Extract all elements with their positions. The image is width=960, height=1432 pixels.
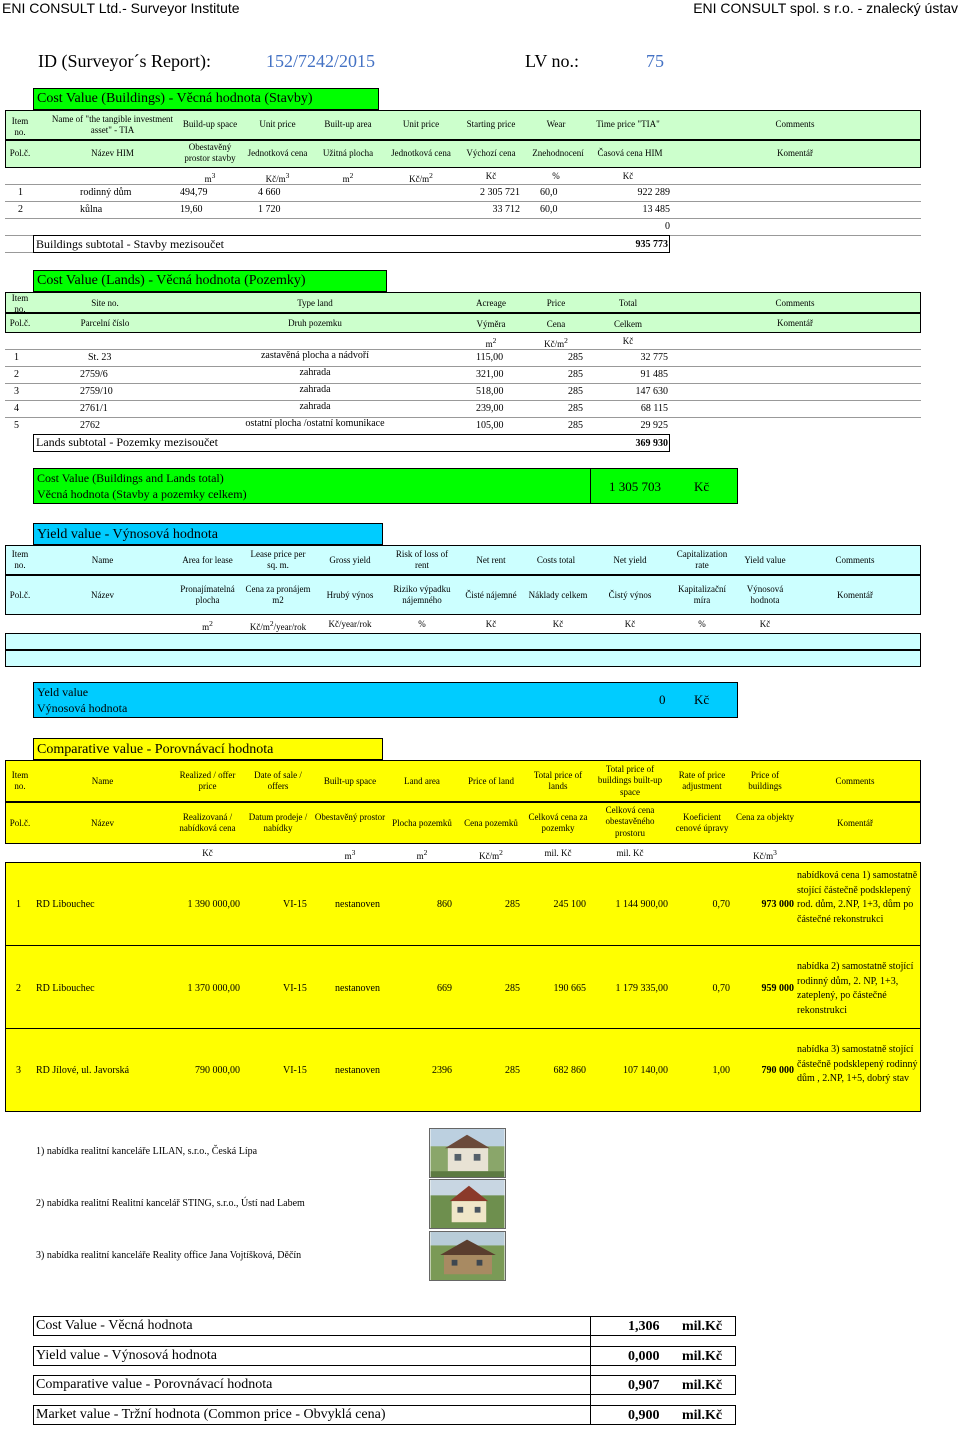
l-h-type: Type land — [297, 298, 333, 308]
c-row2-rate: 0,70 — [712, 983, 730, 994]
b-row1-time: 922 289 — [637, 187, 670, 198]
c-row1-land: 860 — [437, 899, 452, 910]
y-h-cap: Capitalization rate — [676, 549, 728, 571]
y-h-item: Item no. — [11, 549, 29, 571]
c-unit-kc-m2: $Kč/m^2$ — [479, 848, 503, 861]
l-row2-area: 321,00 — [476, 369, 504, 380]
summary-comp-value: 0,907 — [628, 1378, 660, 1393]
summary-market-label: Market value - Tržní hodnota (Common price - Obvyklá cena) — [36, 1407, 386, 1422]
l-row1-price: 285 — [568, 352, 583, 363]
lv-value: 75 — [646, 51, 664, 71]
c-row1-space: nestanoven — [335, 899, 380, 910]
b-h-item-cz: Pol.č. — [9, 148, 31, 158]
c-row1-tland: 245 100 — [553, 899, 586, 910]
c-row2-land: 669 — [437, 983, 452, 994]
l-row1-area: 115,00 — [476, 352, 504, 363]
l-h-item-cz: Pol.č. — [9, 318, 31, 328]
b-row1-start: 2 305 721 — [480, 187, 520, 198]
y-h-costs: Costs total — [536, 555, 576, 565]
y-unit-kc4: Kč — [759, 619, 771, 629]
c-h-tbuild-cz: Celková cena obestavěného prostoru — [605, 805, 655, 838]
l-row4-type: zahrada — [299, 401, 331, 412]
c-row1-price: 1 390 000,00 — [187, 899, 240, 910]
c-row2-price: 1 370 000,00 — [187, 983, 240, 994]
y-unit-kc-year: Kč/year/rok — [328, 619, 372, 629]
l-row2-site: 2759/6 — [80, 369, 108, 380]
l-row3-area: 518,00 — [476, 386, 504, 397]
l-row3-site: 2759/10 — [80, 386, 113, 397]
c-row3-date: VI-15 — [283, 1065, 307, 1076]
summary-comp-unit: mil.Kč — [682, 1378, 723, 1393]
yield-title: Yield value - Výnosová hodnota — [37, 527, 218, 542]
b-row1-unit: 4 660 — [258, 187, 281, 198]
b-row2-wear: 60,0 — [540, 204, 558, 215]
b-unit-m2: $m^2$ — [342, 171, 354, 184]
y-h-yield: Yield value — [744, 555, 786, 565]
b-h-time-cz: Časová cena HIM — [597, 148, 663, 158]
c-row3-rate: 1,00 — [712, 1065, 730, 1076]
summary-yield-label: Yield value - Výnosová hodnota — [36, 1348, 217, 1363]
y-h-netrent: Net rent — [476, 555, 506, 565]
yield-box-line2: Výnosová hodnota — [37, 701, 128, 715]
y-h-costs-cz: Náklady celkem — [528, 590, 588, 600]
house-photo-3 — [429, 1231, 506, 1281]
l-unit-kc: Kč — [622, 336, 634, 346]
c-row1-date: VI-15 — [283, 899, 307, 910]
l-unit-kc-m2: $Kč/m^2$ — [544, 336, 568, 349]
b-h-start: Starting price — [466, 119, 516, 129]
b-h-time: Time price "TIA" — [596, 119, 660, 129]
y-h-netyield: Net yield — [613, 555, 647, 565]
y-h-area-cz: Pronajímatelná plocha — [180, 584, 235, 606]
y-h-name-cz: Název — [91, 590, 114, 600]
c-row2-tbuild: 1 179 335,00 — [615, 983, 668, 994]
b-h-unit2: Unit price — [402, 119, 440, 129]
l-row4-no: 4 — [14, 403, 19, 414]
b-row1-no: 1 — [18, 187, 23, 198]
l-row3-price: 285 — [568, 386, 583, 397]
l-h-total: Total — [618, 298, 638, 308]
y-unit-kc2: Kč — [552, 619, 564, 629]
c-row2-name: RD Libouchec — [36, 983, 95, 994]
cost-total-box — [33, 468, 738, 504]
b-h-name-cz: Název HIM — [91, 148, 134, 158]
b-h-item: Item no. — [11, 116, 29, 138]
summary-cost-value: 1,306 — [628, 1319, 660, 1334]
yield-title-box — [33, 523, 383, 545]
y-unit-m2: $m^2$ — [202, 619, 213, 632]
b-h-area-cz: Užitná plocha — [322, 148, 374, 158]
c-unit-mil1: mil. Kč — [544, 848, 572, 858]
lv-label: LV no.: — [525, 51, 580, 71]
y-h-lease: Lease price per sq. m. — [250, 549, 306, 571]
l-h-item: Item no. — [11, 293, 29, 315]
summary-comp-label: Comparative value - Porovnávací hodnota — [36, 1377, 273, 1392]
b-h-wear-cz: Znehodnocení — [532, 148, 584, 158]
b-row1-wear: 60,0 — [540, 187, 558, 198]
b-h-name: Name of "the tangible investment asset" - TIA — [51, 114, 174, 136]
yield-empty-row1 — [5, 633, 921, 650]
buildings-title-box — [33, 88, 379, 110]
c-h-tbuild: Total price of buildings built-up space — [597, 764, 663, 797]
buildings-subtotal: 935 773 — [635, 239, 668, 250]
b-row1-name: rodinný dům — [80, 187, 132, 198]
house-photo-2 — [429, 1179, 506, 1229]
c-unit-kc-m3: $Kč/m^3$ — [753, 848, 777, 861]
l-h-site-cz: Parcelní číslo — [80, 318, 130, 328]
y-h-yield-cz: Výnosová hodnota — [746, 584, 784, 606]
c-h-price: Realized / offer price — [179, 770, 236, 792]
c-row3-space: nestanoven — [335, 1065, 380, 1076]
lands-subtotal-label: Lands subtotal - Pozemky mezisoučet — [36, 435, 218, 449]
c-unit-mil2: mil. Kč — [616, 848, 644, 858]
c-h-comments: Comments — [835, 776, 875, 786]
b-row2-start: 33 712 — [492, 204, 520, 215]
b-row2-name: kůlna — [80, 204, 103, 215]
header-left: ENI CONSULT Ltd.- Surveyor Institute — [2, 0, 240, 16]
c-h-date-cz: Datum prodeje / nabídky — [248, 812, 308, 834]
yield-box-value: 0 — [659, 692, 666, 707]
b-unit-kc-m3: $Kč/m^3$ — [265, 171, 290, 184]
report-id-label: ID (Surveyor´s Report): — [38, 51, 211, 71]
l-row2-total: 91 485 — [640, 369, 668, 380]
summary-yield-unit: mil.Kč — [682, 1349, 723, 1364]
l-h-acreage-cz: Výměra — [476, 319, 506, 329]
b-h-unit: Unit price — [259, 119, 296, 129]
c-row2-comment: nabídka 2) samostatně stojící rodinný dům, 2. NP, 1+3, zateplený, po částečné rekonstrukci — [797, 961, 914, 1016]
l-row4-price: 285 — [568, 403, 583, 414]
lands-title: Cost Value (Lands) - Věcná hodnota (Pozemky) — [37, 273, 306, 288]
c-row2-tland: 190 665 — [553, 983, 586, 994]
c-row3-price: 790 000,00 — [195, 1065, 240, 1076]
b-h-area: Built-up area — [324, 119, 372, 129]
y-h-comments-cz: Komentář — [837, 590, 873, 600]
c-row3-no: 3 — [16, 1065, 21, 1076]
c-h-date: Date of sale / offers — [254, 770, 302, 792]
b-h-space-cz: Obestavěný prostor stavby — [184, 142, 236, 164]
c-row3-pland: 285 — [505, 1065, 520, 1076]
c-row3-comment: nabídka 3) samostatně stojící částečně podsklepený rodinný dům , 2.NP, 1+5, dobrý stav — [797, 1044, 918, 1084]
summary-market-value: 0,900 — [628, 1408, 660, 1423]
y-unit-pct: % — [418, 619, 426, 629]
c-unit-m3: $m^3$ — [344, 848, 356, 861]
l-row4-total: 68 115 — [640, 403, 668, 414]
y-unit-kc1: Kč — [485, 619, 497, 629]
c-h-comments-cz: Komentář — [837, 818, 873, 828]
summary-cost-unit: mil.Kč — [682, 1319, 723, 1334]
y-h-risk-cz: Riziko výpadku nájemného — [393, 584, 451, 606]
c-row1-name: RD Libouchec — [36, 899, 95, 910]
y-unit-kc3: Kč — [624, 619, 636, 629]
c-h-price-cz: Realizovaná / nabídková cena — [179, 812, 236, 834]
c-h-space-cz: Obestavěný prostor — [314, 812, 386, 822]
b-unit-kc: Kč — [485, 171, 497, 181]
b-h-start-cz: Výchozí cena — [466, 148, 516, 158]
comparative-title: Comparative value - Porovnávací hodnota — [37, 742, 274, 757]
c-row1-comment: nabídková cena 1) samostatně stojící částečně podsklepený rod. dům, 2.NP, 1+3, dům po částečné rekonstrukci — [797, 870, 918, 925]
c-h-land-cz: Plocha pozemků — [392, 818, 452, 828]
l-row1-no: 1 — [14, 352, 19, 363]
b-extra: 0 — [665, 221, 670, 232]
y-h-lease-cz: Cena za pronájem m2 — [245, 584, 311, 606]
summary-yield-value: 0,000 — [628, 1349, 660, 1364]
l-h-price-cz: Cena — [546, 319, 566, 329]
yield-box-line1: Yeld value — [37, 685, 89, 699]
l-row1-site: St. 23 — [88, 352, 112, 363]
buildings-subtotal-label: Buildings subtotal - Stavby mezisoučet — [36, 237, 224, 251]
l-unit-m2: $m^2$ — [485, 336, 497, 349]
c-row2-no: 2 — [16, 983, 21, 994]
l-row5-area: 105,00 — [476, 420, 504, 431]
house-photo-1 — [429, 1128, 506, 1178]
l-h-type-cz: Druh pozemku — [288, 318, 342, 328]
c-h-space: Built-up space — [323, 776, 377, 786]
c-h-land: Land area — [404, 776, 440, 786]
c-h-pland: Price of land — [468, 776, 514, 786]
b-h-space: Build-up space — [182, 119, 238, 129]
b-unit-m3: $m^3$ — [204, 171, 216, 184]
y-h-netyield-cz: Čistý výnos — [608, 590, 652, 600]
yield-box-currency: Kč — [694, 692, 710, 707]
l-h-comments-cz: Komentář — [777, 318, 813, 328]
l-row2-price: 285 — [568, 369, 583, 380]
lands-title-box — [33, 270, 387, 292]
b-row2-unit: 1 720 — [258, 204, 281, 215]
c-h-rate-cz: Koeficient cenové úpravy — [675, 812, 729, 834]
b-unit-pct: % — [552, 171, 560, 181]
l-row3-no: 3 — [14, 386, 19, 397]
yield-empty-row2 — [5, 650, 921, 667]
buildings-title: Cost Value (Buildings) - Věcná hodnota (Stavby) — [37, 91, 313, 106]
y-unit-kc-m2: $Kč/m^2/year$/rok — [249, 619, 307, 632]
y-unit-pct2: % — [698, 619, 706, 629]
c-row3-pbuild: 790 000 — [761, 1065, 794, 1076]
note-3: 3) nabídka realitní kanceláře Reality office Jana Vojtíšková, Děčín — [36, 1250, 302, 1261]
b-h-comments: Comments — [775, 119, 815, 129]
c-h-item-cz: Pol.č. — [9, 818, 31, 828]
note-2: 2) nabídka realitní Realitní kancelář STING, s.r.o., Ústí nad Labem — [36, 1198, 305, 1209]
l-row3-total: 147 630 — [635, 386, 668, 397]
y-h-cap-cz: Kapitalizační míra — [678, 584, 726, 606]
summary-cost-label: Cost Value - Věcná hodnota — [36, 1318, 193, 1333]
c-h-tland: Total price of lands — [533, 770, 583, 792]
c-unit-kc: Kč — [202, 848, 213, 858]
y-h-area: Area for lease — [182, 555, 233, 565]
b-unit-kc-m2: $Kč/m^2$ — [409, 171, 433, 184]
c-row2-pland: 285 — [505, 983, 520, 994]
y-h-netrent-cz: Čisté nájemné — [465, 590, 517, 600]
b-h-wear: Wear — [546, 119, 566, 129]
y-h-comments: Comments — [835, 555, 875, 565]
y-h-name: Name — [91, 555, 114, 565]
c-h-pland-cz: Cena pozemků — [464, 818, 518, 828]
summary-market-unit: mil.Kč — [682, 1408, 723, 1423]
l-row2-no: 2 — [14, 369, 19, 380]
c-row2-pbuild: 959 000 — [761, 983, 794, 994]
cost-total-line1: Cost Value (Buildings and Lands total) — [37, 471, 224, 485]
c-row1-rate: 0,70 — [712, 899, 730, 910]
c-h-tland-cz: Celková cena za pozemky — [528, 812, 588, 834]
cost-total-currency: Kč — [694, 479, 710, 494]
comparative-title-box — [33, 738, 383, 760]
l-row5-site: 2762 — [80, 420, 100, 431]
l-row2-type: zahrada — [299, 367, 331, 378]
l-row1-type: zastavěná plocha a nádvoří — [260, 350, 369, 361]
l-row3-type: zahrada — [299, 384, 331, 395]
b-row2-time: 13 485 — [642, 204, 670, 215]
y-h-risk: Risk of loss of rent — [395, 549, 449, 571]
l-row5-total: 29 925 — [640, 420, 668, 431]
report-id-value: 152/7242/2015 — [266, 51, 376, 71]
b-h-comments-cz: Komentář — [777, 148, 813, 158]
b-h-unit2-cz: Jednotková cena — [391, 148, 451, 158]
c-h-rate: Rate of price adjustment — [678, 770, 726, 792]
l-row4-area: 239,00 — [476, 403, 504, 414]
l-row5-type: ostatní plocha /ostatní komunikace — [245, 418, 385, 429]
l-h-acreage: Acreage — [476, 298, 506, 308]
c-h-item: Item no. — [11, 770, 29, 792]
l-h-comments: Comments — [775, 298, 815, 308]
c-row1-pland: 285 — [505, 899, 520, 910]
note-1: 1) nabídka realitní kanceláře LILAN, s.r.o., Česká Lípa — [36, 1146, 258, 1157]
c-h-pbuild: Price of buildings — [748, 770, 782, 792]
l-row5-price: 285 — [568, 420, 583, 431]
b-row1-space: 494,79 — [180, 187, 208, 198]
lands-subtotal: 369 930 — [635, 438, 668, 449]
cost-total-value: 1 305 703 — [609, 479, 661, 494]
b-h-unit-cz: Jednotková cena — [247, 148, 308, 158]
c-row2-date: VI-15 — [283, 983, 307, 994]
c-row3-tbuild: 107 140,00 — [623, 1065, 668, 1076]
l-row4-site: 2761/1 — [80, 403, 108, 414]
c-row3-tland: 682 860 — [553, 1065, 586, 1076]
c-h-pbuild-cz: Cena za objekty — [736, 812, 794, 822]
c-row1-pbuild: 973 000 — [761, 899, 794, 910]
l-h-total-cz: Celkem — [614, 319, 642, 329]
c-row1-tbuild: 1 144 900,00 — [615, 899, 668, 910]
yield-value-box — [33, 682, 738, 718]
l-row5-no: 5 — [14, 420, 19, 431]
y-h-gross: Gross yield — [329, 555, 371, 565]
l-h-site: Site no. — [91, 298, 119, 308]
c-unit-m2: $m^2$ — [416, 848, 428, 861]
b-row2-space: 19,60 — [180, 204, 203, 215]
c-row1-no: 1 — [16, 899, 21, 910]
c-row3-land: 2396 — [432, 1065, 452, 1076]
c-row3-name: RD Jílové, ul. Javorská — [36, 1065, 130, 1076]
cost-total-line2: Věcná hodnota (Stavby a pozemky celkem) — [37, 487, 247, 501]
y-h-item-cz: Pol.č. — [9, 590, 31, 600]
c-h-name: Name — [91, 776, 114, 786]
y-h-gross-cz: Hrubý výnos — [326, 590, 374, 600]
l-row1-total: 32 775 — [640, 352, 668, 363]
l-h-price: Price — [546, 298, 566, 308]
b-row2-no: 2 — [18, 204, 23, 215]
header-right: ENI CONSULT spol. s r.o. - znalecký ústav — [693, 0, 958, 16]
c-h-name-cz: Název — [91, 818, 114, 828]
b-unit-kc2: Kč — [622, 171, 634, 181]
c-row2-space: nestanoven — [335, 983, 380, 994]
